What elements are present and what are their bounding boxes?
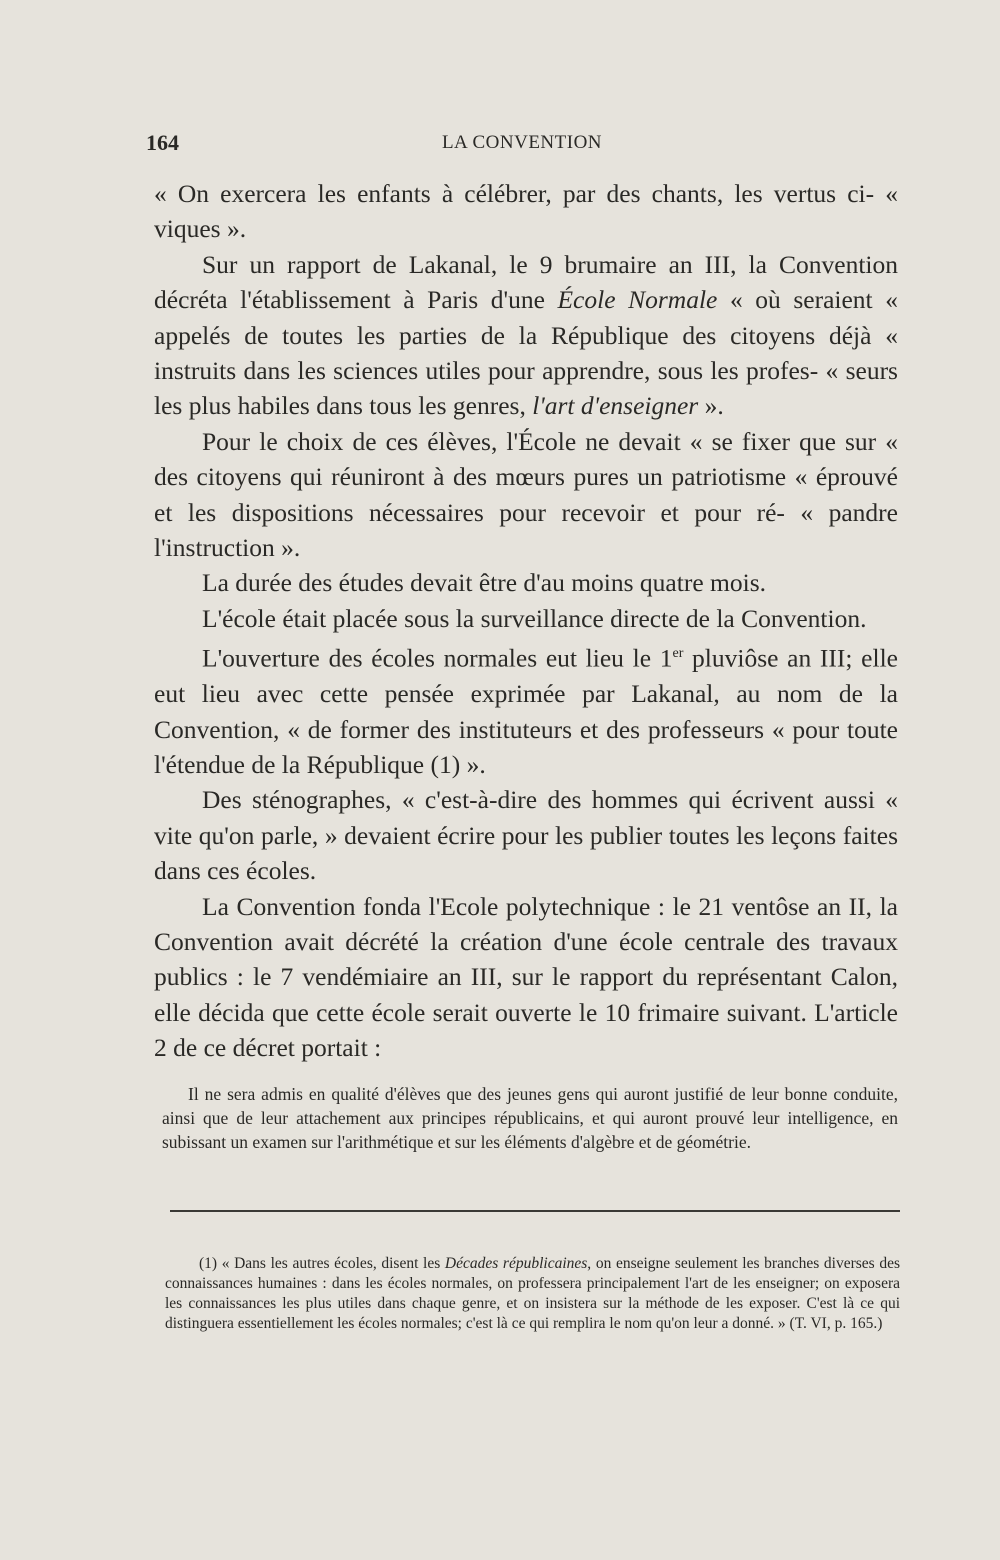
paragraph-4: La durée des études devait être d'au moins quatre mois. — [202, 568, 766, 598]
decades-republicaines-italic: Décades républicaines — [444, 1254, 588, 1272]
paragraph-6-text-b: pluviôse an III; elle eut lieu avec cette pensée exprimée par Lakanal, au nom de la Convention, « de former des instituteurs et des professeurs « pour toute l'étendue de la République (1) ». — [154, 643, 898, 779]
paragraph-2-text-c: « où seraient « appelés de toutes les parties de la République des citoyens déjà « instruits dans les sciences utiles pour apprendre, sous les profes- « seurs les plus habiles dans tous les genres, — [154, 285, 898, 421]
paragraph-3: Pour le choix de ces élèves, l'École ne devait « se fixer que sur « des citoyens qui réuniront à des mœurs pures un patriotisme « éprouvé et les dispositions nécessaires pour recevoir et pour ré- « pandre l'instruction ». — [154, 426, 898, 563]
decree-quotation: Il ne sera admis en qualité d'élèves que des jeunes gens qui auront justifié de leur bonne conduite, ainsi que de leur attachement aux principes républicains, et qui auront prouvé leur intelligence, en subissant un examen sur l'arithmétique et sur les éléments d'algèbre et de géométrie. — [162, 1083, 898, 1152]
footnote-1 — [165, 1254, 900, 1334]
footnote-separator — [170, 1210, 900, 1212]
paragraph-8: La Convention fonda l'Ecole polytechnique : le 21 ventôse an II, la Convention avait décrété la création d'une école centrale des travaux publics : le 7 vendémiaire an III, sur le rapport du représentant Calon, elle décida que cette école serait ouverte le 10 frimaire suivant. L'article 2 de ce décret portait : — [154, 891, 898, 1063]
page-number: 164 — [146, 130, 179, 155]
main-text — [154, 176, 898, 1066]
paragraph-2-text-a: Sur un rapport de Lakanal, le 9 brumaire an III, la Convention décréta l'établissement à Paris d'une — [154, 249, 898, 315]
ordinal-superscript: er — [672, 646, 684, 662]
paragraph-2-text-e: ». — [698, 391, 724, 421]
paragraph-7: Des sténographes, « c'est-à-dire des hommes qui écrivent aussi « vite qu'on parle, » devaient écrire pour les publier toutes les leçons faites dans ces écoles. — [154, 785, 898, 886]
paragraph-5: L'école était placée sous la surveillance directe de la Convention. — [202, 603, 867, 633]
paragraph-6-text-a: L'ouverture des écoles normales eut lieu le 1 — [202, 643, 673, 673]
ecole-normale-italic: École Normale — [557, 285, 718, 315]
footnote-text-a: (1) « Dans les autres écoles, disent les — [199, 1254, 445, 1272]
paragraph-1: « On exercera les enfants à célébrer, par des chants, les vertus ci- « viques ». — [154, 179, 898, 244]
running-title: LA CONVENTION — [441, 132, 603, 153]
page-header — [146, 130, 898, 160]
art-d-enseigner-italic: l'art d'enseigner — [532, 391, 699, 421]
paragraph-6 — [154, 636, 898, 782]
footnote-text-c: , on enseigne seulement les branches diverses des connaissances humaines : dans les écoles normales, on professera principalement l'art de les enseigner; on exposera les connaissances les plus utiles dans chaque genre, et on insistera sur la méthode de les exposer. C'est là ce qui distinguera essentiellement les écoles normales; c'est là ce qui remplira le nom qu'on leur a donné. » (T. VI, p. 165.) — [165, 1254, 900, 1332]
paragraph-2 — [154, 247, 898, 424]
